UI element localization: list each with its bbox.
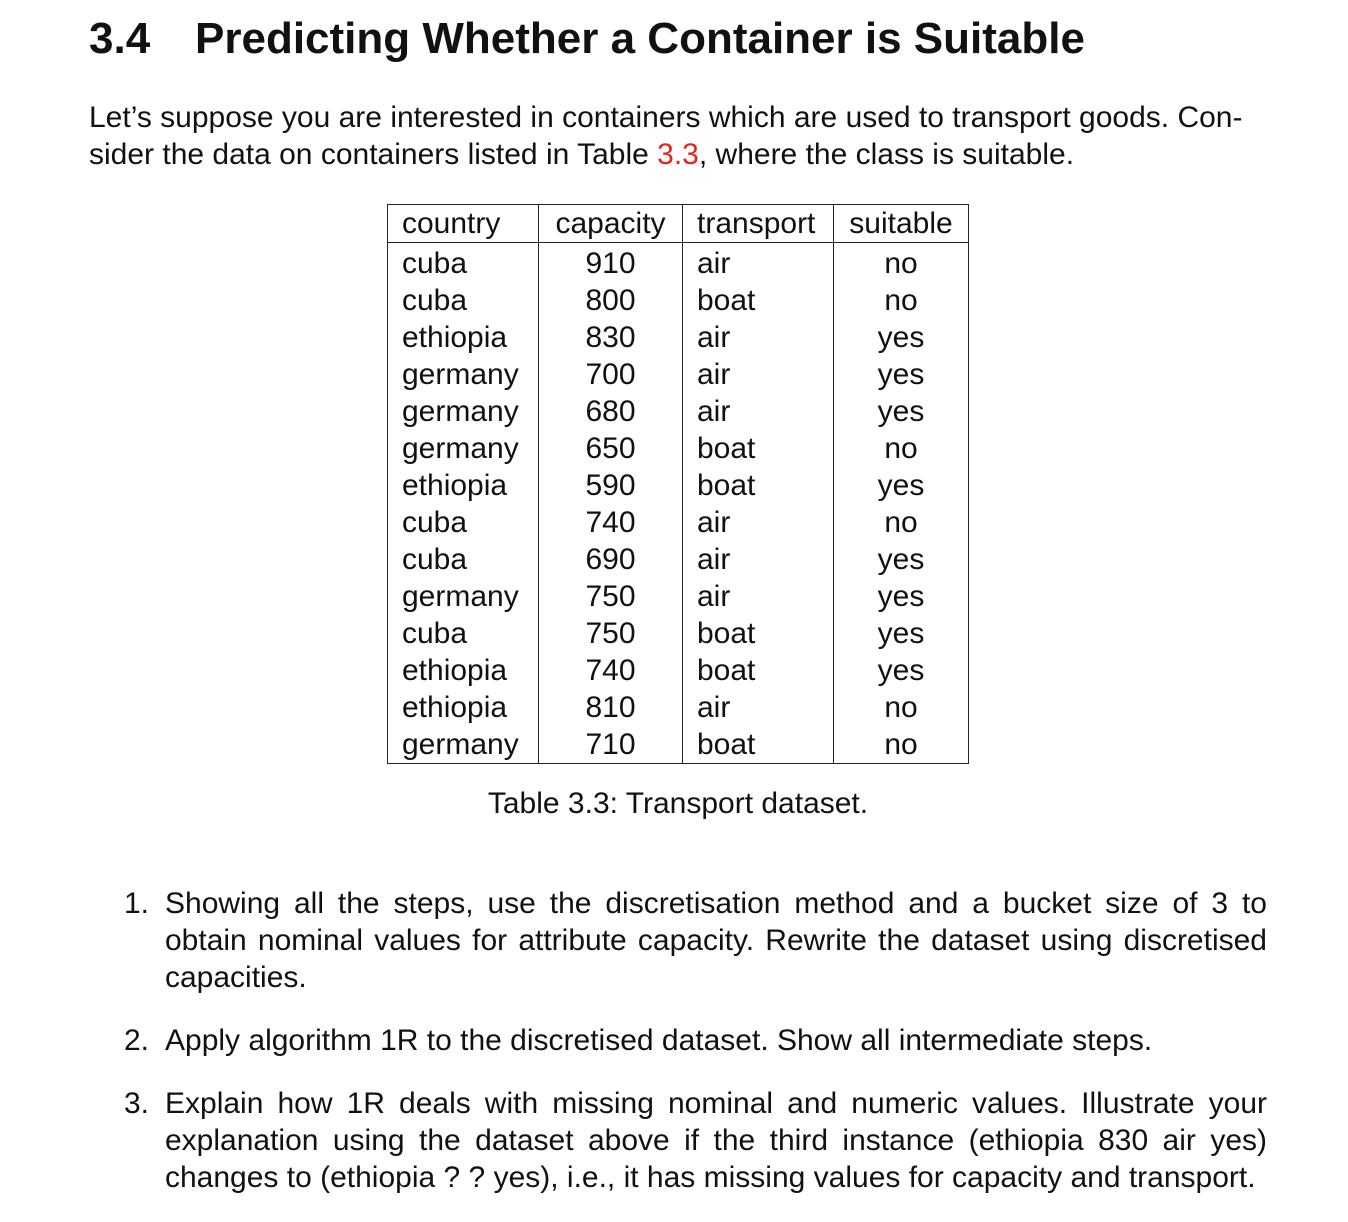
cell-transport: boat bbox=[683, 726, 834, 764]
cell-country: cuba bbox=[388, 243, 539, 283]
transport-dataset-table bbox=[387, 204, 969, 764]
intro-paragraph bbox=[89, 99, 1267, 173]
table-reference-link[interactable]: 3.3 bbox=[657, 138, 699, 171]
table-row bbox=[388, 467, 969, 504]
table-row bbox=[388, 282, 969, 319]
cell-country: cuba bbox=[388, 504, 539, 541]
table-row bbox=[388, 504, 969, 541]
table-row bbox=[388, 430, 969, 467]
cell-country: cuba bbox=[388, 541, 539, 578]
cell-capacity: 910 bbox=[539, 243, 683, 283]
intro-line-2-tail: , where the class is suitable. bbox=[698, 138, 1075, 171]
cell-transport: air bbox=[683, 689, 834, 726]
question-number: 3. bbox=[124, 1087, 150, 1120]
cell-transport: air bbox=[683, 393, 834, 430]
column-header-country: country bbox=[388, 205, 539, 243]
cell-country: germany bbox=[388, 393, 539, 430]
table-row bbox=[388, 578, 969, 615]
table-row bbox=[388, 319, 969, 356]
question-text-line: changes to (ethiopia ? ? yes), i.e., it has missing values for capacity and transport. bbox=[165, 1161, 1256, 1194]
cell-suitable: yes bbox=[877, 617, 925, 650]
cell-capacity: 590 bbox=[539, 467, 683, 504]
cell-transport: boat bbox=[683, 615, 834, 652]
cell-suitable: no bbox=[884, 691, 918, 724]
intro-line-2 bbox=[89, 136, 1267, 173]
question-item bbox=[120, 1022, 1267, 1059]
table-header-row bbox=[388, 205, 969, 243]
table-row bbox=[388, 689, 969, 726]
cell-country: germany bbox=[388, 726, 539, 764]
cell-suitable: no bbox=[884, 506, 918, 539]
cell-capacity: 800 bbox=[539, 282, 683, 319]
cell-capacity: 680 bbox=[539, 393, 683, 430]
cell-transport: air bbox=[683, 243, 834, 283]
cell-transport: boat bbox=[683, 430, 834, 467]
cell-transport: boat bbox=[683, 652, 834, 689]
cell-capacity: 740 bbox=[539, 504, 683, 541]
cell-suitable: yes bbox=[877, 358, 925, 391]
cell-suitable: yes bbox=[877, 654, 925, 687]
table-caption: Table 3.3: Transport dataset. bbox=[487, 787, 869, 820]
table-row bbox=[388, 726, 969, 764]
cell-capacity: 810 bbox=[539, 689, 683, 726]
cell-capacity: 700 bbox=[539, 356, 683, 393]
table-body bbox=[388, 243, 969, 764]
cell-country: cuba bbox=[388, 282, 539, 319]
question-text-line: Showing all the steps, use the discretisation method and a bucket size of 3 to bbox=[165, 887, 1267, 920]
cell-transport: boat bbox=[683, 467, 834, 504]
column-header-transport: transport bbox=[683, 205, 834, 243]
table-row bbox=[388, 541, 969, 578]
intro-line-2-text: sider the data on containers listed in Table bbox=[89, 138, 658, 171]
question-text-line: Explain how 1R deals with missing nominal and numeric values. Illustrate your bbox=[165, 1087, 1267, 1120]
question-item bbox=[120, 885, 1267, 996]
cell-suitable: yes bbox=[877, 543, 925, 576]
cell-transport: air bbox=[683, 504, 834, 541]
cell-transport: air bbox=[683, 356, 834, 393]
cell-capacity: 710 bbox=[539, 726, 683, 764]
table-row bbox=[388, 393, 969, 430]
column-header-suitable: suitable bbox=[834, 205, 969, 243]
cell-country: germany bbox=[388, 578, 539, 615]
cell-country: ethiopia bbox=[388, 652, 539, 689]
cell-capacity: 830 bbox=[539, 319, 683, 356]
cell-capacity: 750 bbox=[539, 615, 683, 652]
question-item bbox=[120, 1085, 1267, 1196]
column-header-capacity: capacity bbox=[539, 205, 683, 243]
cell-transport: air bbox=[683, 578, 834, 615]
section-heading bbox=[89, 12, 1085, 66]
section-number: 3.4 bbox=[89, 14, 151, 63]
cell-suitable: no bbox=[884, 247, 918, 280]
cell-suitable: no bbox=[884, 284, 918, 317]
table-row bbox=[388, 652, 969, 689]
table-row bbox=[388, 356, 969, 393]
question-text-line: explanation using the dataset above if the third instance (ethiopia 830 air yes) bbox=[165, 1124, 1267, 1157]
cell-capacity: 650 bbox=[539, 430, 683, 467]
table-row bbox=[388, 243, 969, 283]
question-text-line: Apply algorithm 1R to the discretised dataset. Show all intermediate steps. bbox=[165, 1024, 1153, 1057]
cell-suitable: no bbox=[884, 728, 918, 761]
cell-capacity: 690 bbox=[539, 541, 683, 578]
question-number: 1. bbox=[124, 887, 150, 920]
cell-country: ethiopia bbox=[388, 689, 539, 726]
question-number: 2. bbox=[124, 1024, 150, 1057]
cell-suitable: yes bbox=[877, 321, 925, 354]
cell-suitable: yes bbox=[877, 395, 925, 428]
intro-line-1: Let’s suppose you are interested in containers which are used to transport goods. Con- bbox=[89, 101, 1243, 134]
cell-country: ethiopia bbox=[388, 467, 539, 504]
section-title: Predicting Whether a Container is Suitable bbox=[195, 14, 1085, 63]
cell-transport: boat bbox=[683, 282, 834, 319]
cell-country: germany bbox=[388, 430, 539, 467]
cell-transport: air bbox=[683, 541, 834, 578]
cell-suitable: yes bbox=[877, 469, 925, 502]
cell-transport: air bbox=[683, 319, 834, 356]
cell-capacity: 750 bbox=[539, 578, 683, 615]
cell-country: cuba bbox=[388, 615, 539, 652]
cell-country: ethiopia bbox=[388, 319, 539, 356]
cell-suitable: yes bbox=[877, 580, 925, 613]
question-text-line: obtain nominal values for attribute capacity. Rewrite the dataset using discretised bbox=[165, 924, 1267, 957]
cell-capacity: 740 bbox=[539, 652, 683, 689]
cell-country: germany bbox=[388, 356, 539, 393]
table-row bbox=[388, 615, 969, 652]
questions-list bbox=[120, 885, 1267, 1222]
question-text-line: capacities. bbox=[165, 961, 307, 994]
cell-suitable: no bbox=[884, 432, 918, 465]
